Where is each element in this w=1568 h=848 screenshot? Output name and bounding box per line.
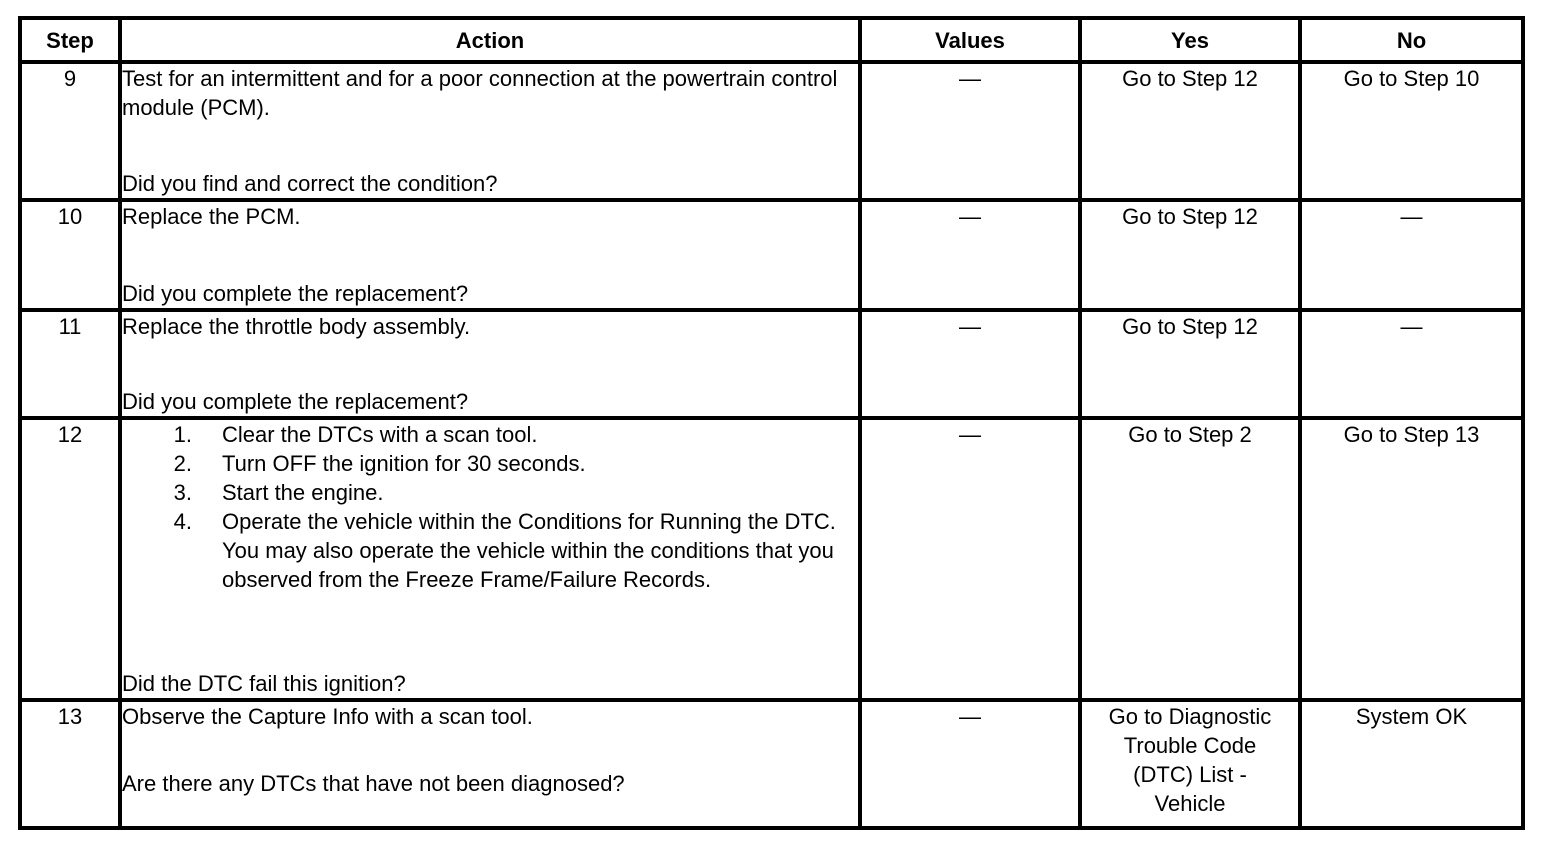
table-row	[20, 200, 1523, 310]
action-cell	[120, 700, 860, 828]
yes-cell: Go to Step 12	[1080, 200, 1300, 310]
step-number: 13	[20, 700, 120, 828]
action-question: Did the DTC fail this ignition?	[122, 671, 406, 696]
list-item	[122, 449, 858, 478]
action-question: Did you complete the replacement?	[122, 281, 469, 306]
no-cell: System OK	[1300, 700, 1523, 828]
values-cell: —	[860, 700, 1080, 828]
values-cell: —	[860, 418, 1080, 700]
table-row	[20, 700, 1523, 828]
action-question: Are there any DTCs that have not been diagnosed?	[122, 771, 625, 796]
table-row	[20, 310, 1523, 418]
values-cell: —	[860, 200, 1080, 310]
list-item	[122, 507, 858, 594]
header-action: Action	[120, 18, 860, 62]
diagnostic-document	[18, 16, 1525, 830]
list-item	[122, 420, 858, 449]
yes-cell: Go to Step 12	[1080, 310, 1300, 418]
diagnostic-table	[18, 16, 1525, 830]
list-item-text: Operate the vehicle within the Conditions for Running the DTC. You may also operate the vehicle within the conditions that you observed from the Freeze Frame/Failure Records.	[222, 509, 836, 592]
action-question: Did you complete the replacement?	[122, 389, 469, 414]
list-item-number: 1.	[173, 422, 192, 447]
step-number: 10	[20, 200, 120, 310]
list-item-text: Start the engine.	[222, 480, 384, 505]
list-item-text: Clear the DTCs with a scan tool.	[222, 422, 538, 447]
values-cell: —	[860, 310, 1080, 418]
step-number: 12	[20, 418, 120, 700]
action-instruction: Replace the throttle body assembly.	[122, 314, 471, 339]
table-row	[20, 418, 1523, 700]
action-cell	[120, 200, 860, 310]
action-cell	[120, 418, 860, 700]
procedure-list	[122, 420, 858, 594]
no-cell: Go to Step 10	[1300, 62, 1523, 200]
header-no: No	[1300, 18, 1523, 62]
table-header-row	[20, 18, 1523, 62]
list-item-text: Turn OFF the ignition for 30 seconds.	[222, 451, 586, 476]
no-cell: Go to Step 13	[1300, 418, 1523, 700]
action-instruction: Observe the Capture Info with a scan tool.	[122, 704, 533, 729]
no-cell: —	[1300, 200, 1523, 310]
yes-cell: Go to Diagnostic Trouble Code (DTC) List - Vehicle	[1080, 700, 1300, 828]
step-number: 9	[20, 62, 120, 200]
list-item-number: 3.	[173, 480, 192, 505]
step-number: 11	[20, 310, 120, 418]
action-cell	[120, 62, 860, 200]
yes-cell: Go to Step 12	[1080, 62, 1300, 200]
list-item-number: 2.	[173, 451, 192, 476]
action-instruction: Replace the PCM.	[122, 204, 301, 229]
table-row	[20, 62, 1523, 200]
header-values: Values	[860, 18, 1080, 62]
header-yes: Yes	[1080, 18, 1300, 62]
header-step: Step	[20, 18, 120, 62]
list-item	[122, 478, 858, 507]
action-instruction: Test for an intermittent and for a poor connection at the powertrain control module (PCM).	[122, 66, 838, 120]
list-item-number: 4.	[173, 509, 192, 534]
yes-cell: Go to Step 2	[1080, 418, 1300, 700]
values-cell: —	[860, 62, 1080, 200]
no-cell: —	[1300, 310, 1523, 418]
action-cell	[120, 310, 860, 418]
action-question: Did you find and correct the condition?	[122, 171, 498, 196]
